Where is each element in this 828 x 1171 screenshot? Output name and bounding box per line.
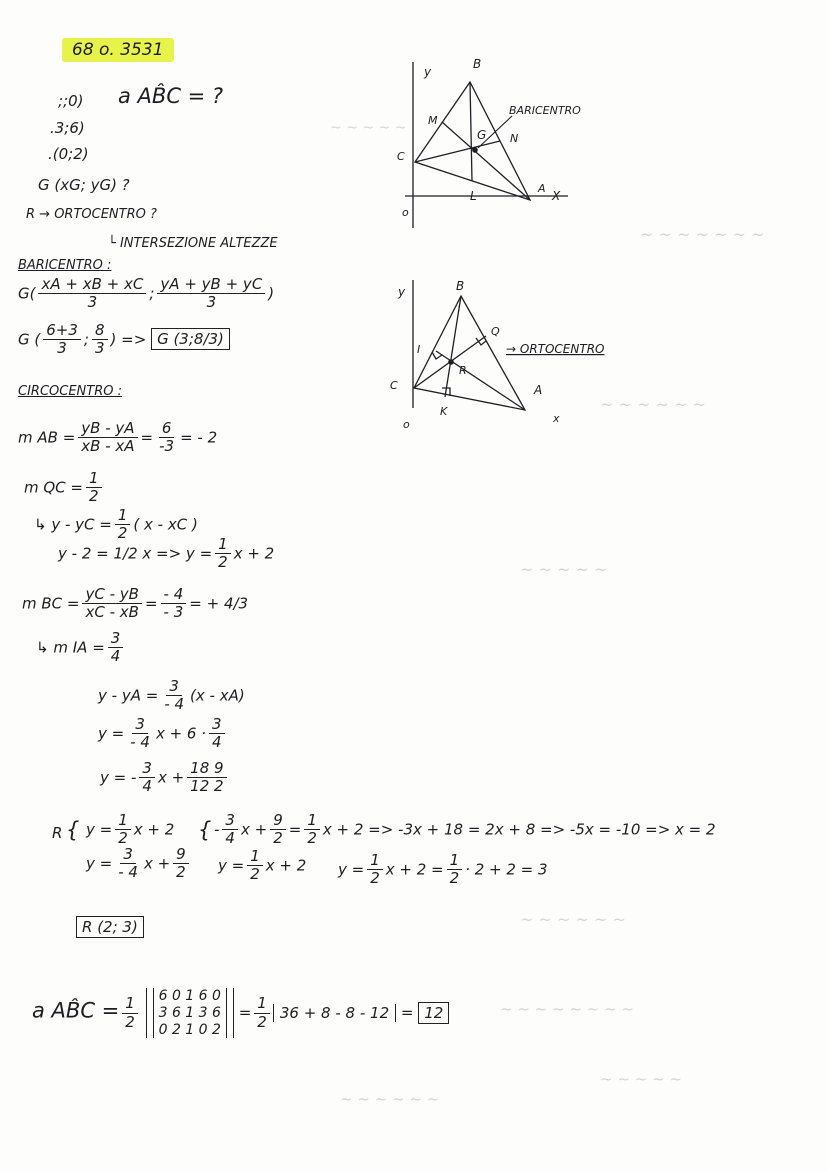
slope-ia: ↳ m IA = $\frac{3}{4}$ [36, 630, 126, 666]
figure2-vertex-a: A [534, 383, 543, 397]
system-eq-1: y = $\frac{1}{2}$ x + 2 [86, 811, 175, 848]
ortocentro-label: → ORTOCENTRO [506, 342, 605, 356]
altitude-a-point-slope: y - yA = $\frac{3}{- 4}$ (x - xA) [98, 677, 245, 714]
line-qc-point-slope: ↳ y - yC = $\frac{1}{2}$ ( x - xC ) [34, 506, 198, 543]
figure1-midpoint-l: L [470, 189, 477, 203]
slope-qc: m QC = $\frac{1}{2}$ [24, 470, 105, 506]
orthocenter-request: R → ORTOCENTRO ? [26, 207, 157, 222]
area-result-box: 12 [418, 1002, 449, 1024]
figure2-vertex-b: B [456, 279, 465, 293]
altitude-a-simplified: y = - $\frac{3}{4}$ x + $\frac{18 9}{12 2}$ [100, 760, 230, 796]
problem-reference: 68 ο. 3531 [62, 40, 174, 60]
figure2-foot-q: Q [491, 325, 500, 338]
system-brace-2: { [198, 818, 212, 842]
baricentro-heading: BARICENTRO : [18, 258, 112, 273]
figure2-foot-k: K [440, 405, 448, 418]
point-a-coordinates: ;;0) [58, 92, 84, 110]
figure1-vertex-b: B [473, 57, 482, 71]
y-computation: y = $\frac{1}{2}$ x + 2 = $\frac{1}{2}$ · 2 + 2 = 3 [338, 851, 548, 888]
figure2-orthocenter-r: R [459, 364, 467, 377]
slope-ab: m AB = $\frac{yB - yA}{xB - xA}$ = $\frac{6}{-3}$ = - 2 [18, 419, 218, 456]
right-angle-mark-i [432, 352, 442, 359]
circocentro-heading: CIRCOCENTRO : [18, 384, 122, 399]
coordinate-determinant: 6 0 1 6 0 3 6 1 3 6 0 2 1 0 2 [153, 988, 227, 1038]
figure1-origin-label: o [402, 206, 409, 219]
figure2-origin-label: o [403, 418, 410, 428]
orthocenter-note: └ INTERSEZIONE ALTEZZE [108, 236, 278, 251]
substitution-y-line: y = $\frac{1}{2}$ x + 2 [218, 847, 307, 884]
system-brace: { [66, 818, 80, 842]
centroid-request: G (xG; yG) ? [38, 176, 130, 194]
slope-bc: m BC = $\frac{yC - yB}{xC - xB}$ = $\frac{- 4}{- 3}$ = + 4/3 [22, 585, 249, 622]
figure1-midpoint-m: M [428, 114, 438, 127]
centroid-result-box: G (3;8/3) [151, 328, 230, 350]
altitude-a-expanded: y = $\frac{3}{- 4}$ x + 6 · $\frac{3}{4}$ [98, 716, 228, 752]
median-from-b [470, 82, 472, 181]
figure2-foot-i: I [417, 343, 421, 356]
baricentro-label: BARICENTRO [509, 104, 581, 117]
figure1-vertex-a: A [538, 182, 546, 195]
area-computation: a AB̂C = $\frac{1}{2}$ 6 0 1 6 0 3 6 1 3 6 0 2 1 0 2 = $\frac{1}{2}$ 36 + 8 - 8 - 12 = 12 [32, 988, 449, 1038]
figure1-vertex-c: C [397, 150, 405, 163]
substitution-step: - $\frac{3}{4}$ x + $\frac{9}{2}$ = $\frac{1}{2}$ x + 2 => -3x + 18 = 2x + 8 => -5x = -10 => x = 2 [214, 811, 716, 848]
figure1-midpoint-n: N [510, 132, 519, 145]
figure2-x-label: x [553, 412, 560, 425]
centroid-diagram [380, 48, 620, 238]
centroid-point [472, 147, 478, 153]
centroid-formula: G( $\frac{xA + xB + xC}{3}$ ; $\frac{yA + yB + yC}{3}$ ) [18, 275, 275, 312]
figure1-y-label: y [424, 65, 432, 79]
orthocenter-diagram [385, 268, 630, 428]
area-request: a AB̂C = ? [118, 84, 224, 108]
centroid-substitution: G ( $\frac{6+3}{3}$ ; $\frac{8}{3}$ ) => G (3;8/3) [18, 322, 230, 358]
figure2-y-label: y [398, 285, 406, 299]
system-eq-2: y = $\frac{3}{- 4}$ x + $\frac{9}{2}$ [86, 846, 192, 882]
point-b-coordinates: .3;6) [50, 119, 85, 137]
figure1-centroid-g: G [477, 128, 487, 142]
figure2-vertex-c: C [390, 379, 398, 392]
point-c-coordinates: .(0;2) [48, 145, 89, 163]
system-label: R [52, 824, 63, 842]
figure1-x-label: X [552, 189, 561, 203]
orthocenter-result: R (2; 3) [76, 918, 144, 936]
orthocenter-point [448, 359, 454, 365]
line-qc-equation: y - 2 = 1/2 x => y = $\frac{1}{2}$ x + 2 [58, 535, 275, 572]
